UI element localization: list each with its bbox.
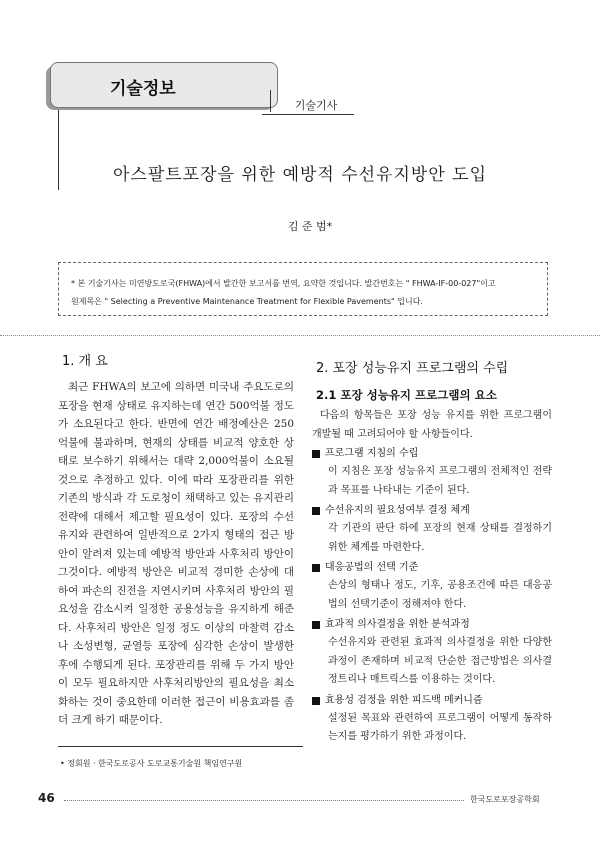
square-bullet-icon [312, 507, 320, 515]
dotted-divider [0, 335, 600, 336]
item-description: 설정된 목표와 관련하여 프로그램이 어떻게 동작하는지를 평가하기 위한 과정이다. [328, 712, 552, 742]
overview-paragraph: 최근 FHWA의 보고에 의하면 미국내 주요도로의 포장을 현재 상태로 유지하는데 연간 500억불 정도가 소요된다고 한다. 반면에 연간 배정예산은 250억불에 불과하며, 현재의 상태를 비교적 양호한 상태로 보수하기 위해서는 대략 2,000억불이 소요될 것으로 추정하고 있다. 이에 따라 포장관리를 위한 기존의 방식과 각 도로청이 채택하고 있는 유지관리 전략에 대해서 제고할 필요성이 있다. 포장의 수선유지와 관련하여 일반적으로 2가지 형태의 접근 방안이 알려져 있는데 예방적 방안과 사후처리 방안이 그것이다. 예방적 방안은 비교적 경미한 손상에 대하여 파손의 진전을 지연시키며 사후처리 방안의 필요성을 감소시켜 일정한 공용성능을 유지하게 해준다. 사후처리 방안은 일정 정도 이상의 마찰력 감소나 소성변형, 균열등 포장에 심각한 손상이 발생한 후에 수행되게 된다. 포장관리를 위해 두 가지 방안이 모두 필요하지만 사후처리방안의 필요성을 최소화하는 것이 중요한데 이러한 접근이 비용효과를 좀 더 크게 하기 때문이다. [58, 381, 294, 726]
footnote-rule [58, 746, 303, 747]
footer-dotted-line [64, 800, 464, 801]
item-title: 대응공법의 선택 기준 [325, 562, 419, 573]
square-bullet-icon [312, 697, 320, 705]
translation-notice [58, 262, 548, 316]
section-underline [262, 114, 354, 115]
author: 김 준 범* [287, 220, 333, 233]
item-description: 수선유지와 관련된 효과적 의사결정을 위한 다양한 과정이 존재하며 비교적 단순한 접근방법은 의사결정트리나 매트릭스를 이용하는 것이다. [328, 637, 552, 685]
notice-line-1: * 본 기술기사는 미연방도로국(FHWA)에서 발간한 보고서를 번역, 요약한 것입니다. 발간번호는 " FHWA-IF-00-027"이고 [71, 279, 496, 288]
item-title: 효과적 의사결정을 위한 분석과정 [325, 619, 470, 630]
list-item [312, 559, 552, 614]
program-elements-list [312, 445, 552, 749]
square-bullet-icon [312, 450, 320, 458]
item-description: 이 지침은 포장 성능유지 프로그램의 전체적인 전략과 목표를 나타내는 기준이 된다. [328, 466, 552, 496]
list-item [312, 616, 552, 690]
notice-line-2: 원제목은 " Selecting a Preventive Maintenance Treatment for Flexible Pavements" 입니다. [71, 297, 423, 306]
item-title: 프로그램 지침의 수립 [325, 448, 419, 459]
item-title: 효용성 검정을 위한 피드백 메커니즘 [325, 694, 483, 706]
list-item [312, 445, 552, 500]
square-bullet-icon [312, 621, 320, 629]
article-title: 아스팔트포장을 위한 예방적 수선유지방안 도입 [112, 165, 488, 185]
section-2-1-heading: 2.1 포장 성능유지 프로그램의 요소 [316, 388, 497, 402]
item-description: 각 기관의 판단 하에 포장의 현재 상태를 결정하기 위한 체계를 마련한다. [328, 523, 552, 553]
journal-name: 한국도로포장공학회 [470, 795, 540, 804]
item-title: 수선유지의 필요성여부 결정 체계 [325, 505, 470, 516]
section-2-heading: 2. 포장 성능유지 프로그램의 수립 [316, 361, 509, 376]
author-footnote: • 정회원 · 한국도로공사 도로교통기술원 책임연구원 [60, 759, 243, 768]
page-number: 46 [38, 791, 55, 805]
section-2-1-intro: 다음의 항목들은 포장 성능 유지를 위한 프로그램이 개발될 때 고려되어야 할 사항들이다. [312, 410, 552, 440]
section-divider [270, 90, 271, 112]
category-label: 기술정보 [110, 79, 176, 99]
section-label: 기술기사 [294, 99, 338, 112]
list-item [312, 692, 552, 747]
list-item [312, 502, 552, 557]
section-1-heading: 1. 개 요 [62, 354, 108, 369]
square-bullet-icon [312, 564, 320, 572]
item-description: 손상의 형태나 정도, 기후, 공용조건에 따른 대응공법의 선택기준이 정해져야 한다. [328, 580, 552, 610]
